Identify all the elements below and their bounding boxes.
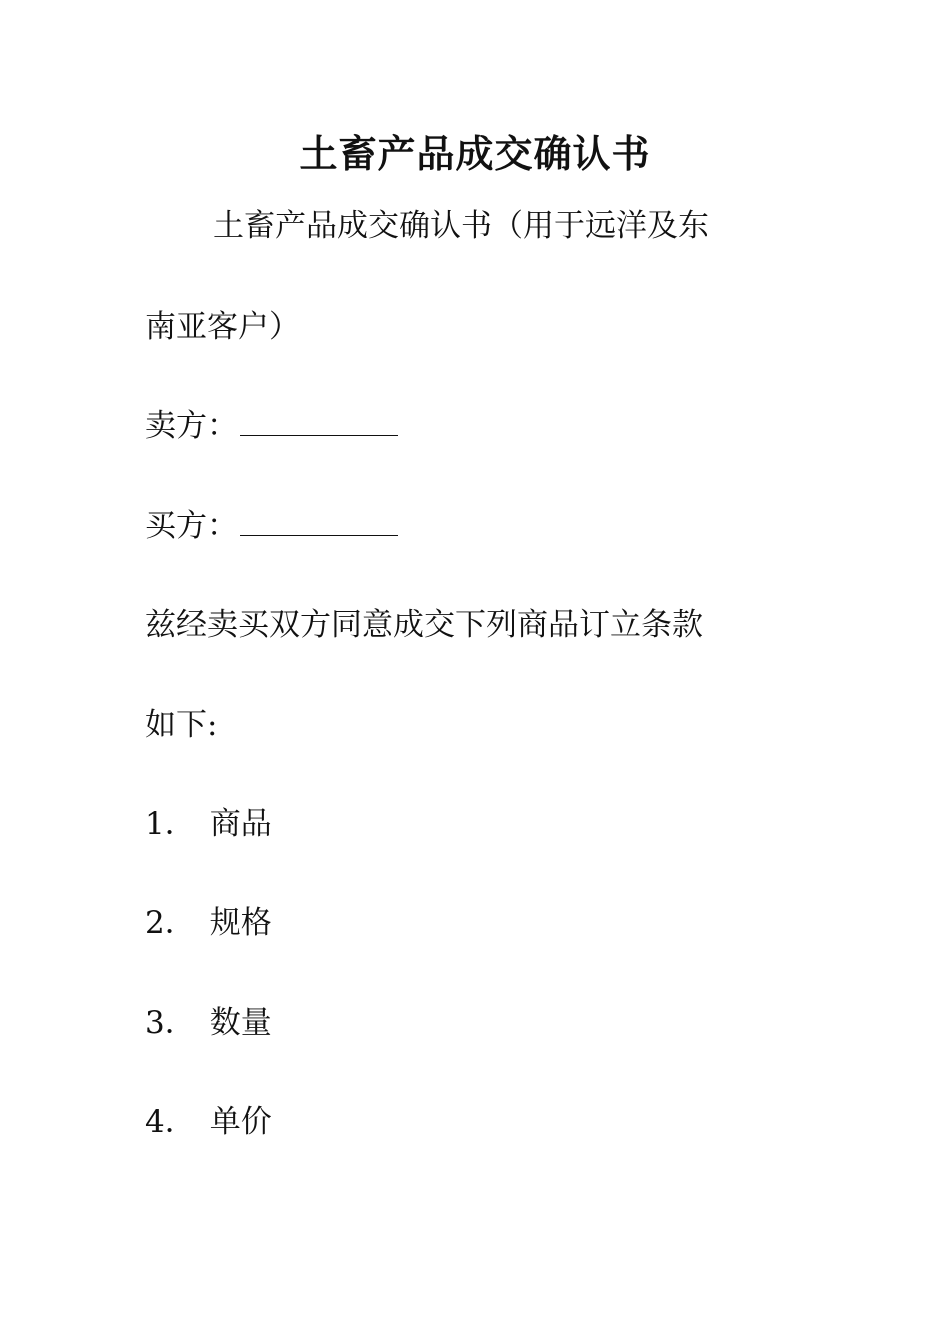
seller-blank <box>240 405 398 436</box>
buyer-line <box>145 504 398 548</box>
clause-label: 规格 <box>209 905 272 941</box>
buyer-label: 买方： <box>145 508 238 544</box>
seller-line <box>145 404 398 448</box>
intro-line-2: 南亚客户） <box>145 309 300 345</box>
clause-item <box>145 1001 272 1045</box>
clause-number: 1． <box>145 806 196 842</box>
clause-item <box>145 901 272 945</box>
document-title: 土畜产品成交确认书 <box>299 131 651 176</box>
clause-item <box>145 1100 272 1144</box>
agreement-line-2: 如下: <box>145 707 218 743</box>
intro-line-1: 土畜产品成交确认书（用于远洋及东 <box>213 208 709 244</box>
agreement-line-1: 兹经卖买双方同意成交下列商品订立条款 <box>145 607 703 643</box>
clause-item <box>145 802 272 846</box>
clause-label: 数量 <box>209 1005 272 1041</box>
clause-label: 商品 <box>209 806 272 842</box>
seller-label: 卖方： <box>145 408 238 444</box>
clause-number: 2． <box>145 905 196 941</box>
clause-number: 3． <box>145 1005 196 1041</box>
buyer-blank <box>240 505 398 536</box>
clause-number: 4． <box>145 1104 196 1140</box>
clause-label: 单价 <box>209 1104 272 1140</box>
